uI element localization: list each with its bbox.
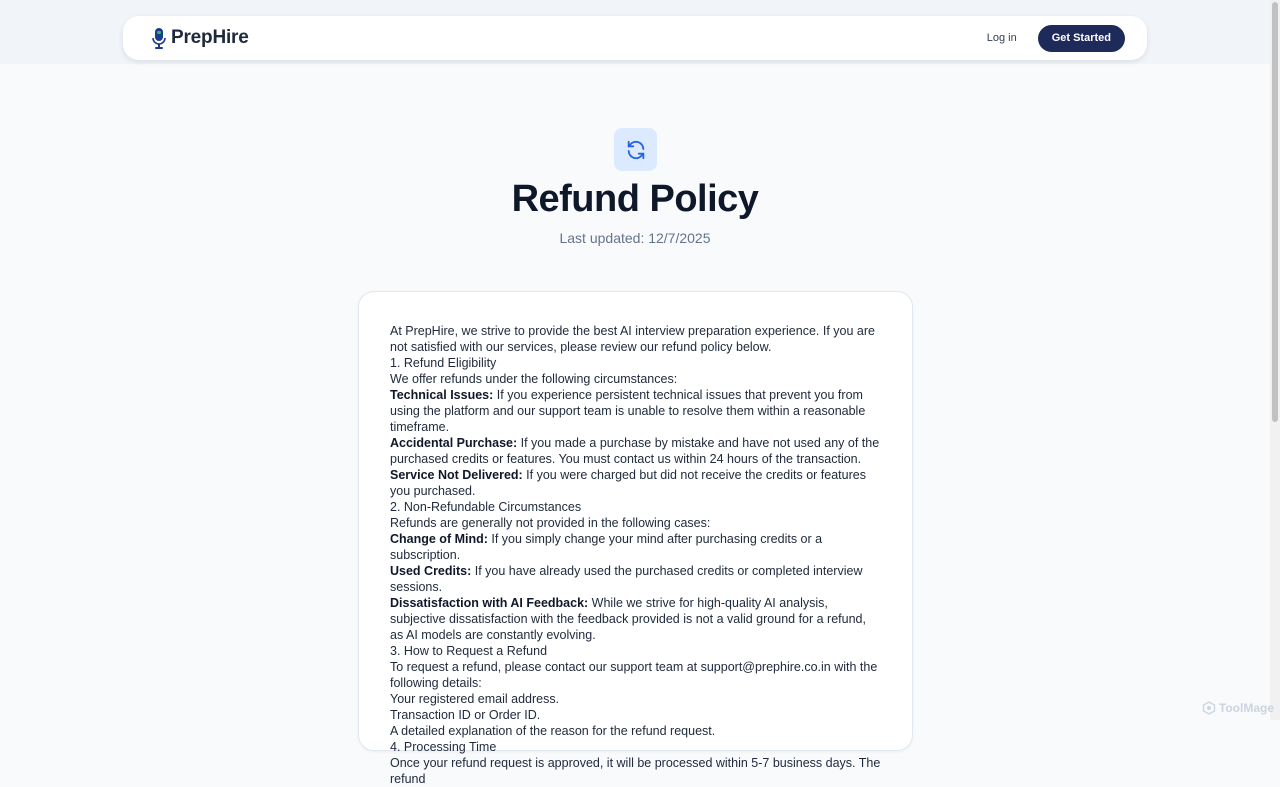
item-text: If you simply change your mind after purchasing credits or a subscription. bbox=[390, 532, 823, 562]
navbar bbox=[123, 16, 1147, 60]
nav-actions bbox=[987, 25, 1125, 52]
item-label: Change of Mind: bbox=[390, 532, 488, 546]
section-heading: 2. Non-Refundable Circumstances bbox=[390, 500, 582, 514]
watermark-logo-icon bbox=[1202, 701, 1216, 715]
item-label: Used Credits: bbox=[390, 564, 472, 578]
refresh-icon bbox=[625, 139, 647, 161]
policy-item bbox=[390, 467, 881, 499]
item-label: Service Not Delivered: bbox=[390, 468, 523, 482]
refresh-icon-badge bbox=[614, 128, 657, 171]
section-heading: 4. Processing Time bbox=[390, 740, 497, 754]
item-text: While we strive for high-quality AI analysis, subjective dissatisfaction with the feedback provided is not a valid ground for a refund, as AI models are constantly evolving. bbox=[390, 596, 866, 642]
section-intro: To request a refund, please contact our support team at support@prephire.co.in with the following details: bbox=[390, 660, 878, 690]
section-text: Once your refund request is approved, it will be processed within 5-7 business days. The refund bbox=[390, 756, 881, 786]
detail-item: Your registered email address. bbox=[390, 692, 560, 706]
item-text: If you made a purchase by mistake and have not used any of the purchased credits or features. You must contact us within 24 hours of the transaction. bbox=[390, 436, 880, 466]
policy-intro: At PrepHire, we strive to provide the best AI interview preparation experience. If you are not satisfied with our services, please review our refund policy below. bbox=[390, 324, 875, 354]
item-label: Dissatisfaction with AI Feedback: bbox=[390, 596, 589, 610]
policy-card bbox=[358, 291, 913, 786]
brand-link[interactable] bbox=[151, 26, 249, 50]
watermark-text: ToolMage bbox=[1218, 701, 1274, 715]
section-heading: 1. Refund Eligibility bbox=[390, 356, 497, 370]
policy-item bbox=[390, 435, 881, 467]
section-heading: 3. How to Request a Refund bbox=[390, 644, 548, 658]
page-title: Refund Policy bbox=[511, 178, 759, 220]
item-text: If you experience persistent technical issues that prevent you from using the platform and our support team is unable to resolve them within a reasonable timeframe. bbox=[390, 388, 866, 434]
policy-item bbox=[390, 387, 881, 435]
brand-name: PrepHire bbox=[171, 27, 249, 48]
policy-item bbox=[390, 531, 881, 563]
policy-item bbox=[390, 595, 881, 643]
page-scrollbar[interactable] bbox=[1270, 0, 1280, 720]
detail-item: A detailed explanation of the reason for the refund request. bbox=[390, 724, 716, 738]
item-text: If you have already used the purchased credits or completed interview sessions. bbox=[390, 564, 863, 594]
watermark bbox=[1202, 701, 1274, 715]
section-intro: We offer refunds under the following circumstances: bbox=[390, 372, 678, 386]
detail-item: Transaction ID or Order ID. bbox=[390, 708, 541, 722]
item-text: If you were charged but did not receive the credits or features you purchased. bbox=[390, 468, 866, 498]
section-intro: Refunds are generally not provided in the following cases: bbox=[390, 516, 711, 530]
scrollbar-thumb[interactable] bbox=[1272, 2, 1278, 422]
microphone-logo-icon bbox=[151, 26, 167, 50]
get-started-button[interactable]: Get Started bbox=[1038, 25, 1125, 52]
login-link[interactable]: Log in bbox=[986, 32, 1017, 44]
item-label: Technical Issues: bbox=[390, 388, 494, 402]
policy-item bbox=[390, 563, 881, 595]
item-label: Accidental Purchase: bbox=[390, 436, 518, 450]
last-updated: Last updated: 12/7/2025 bbox=[559, 230, 711, 246]
